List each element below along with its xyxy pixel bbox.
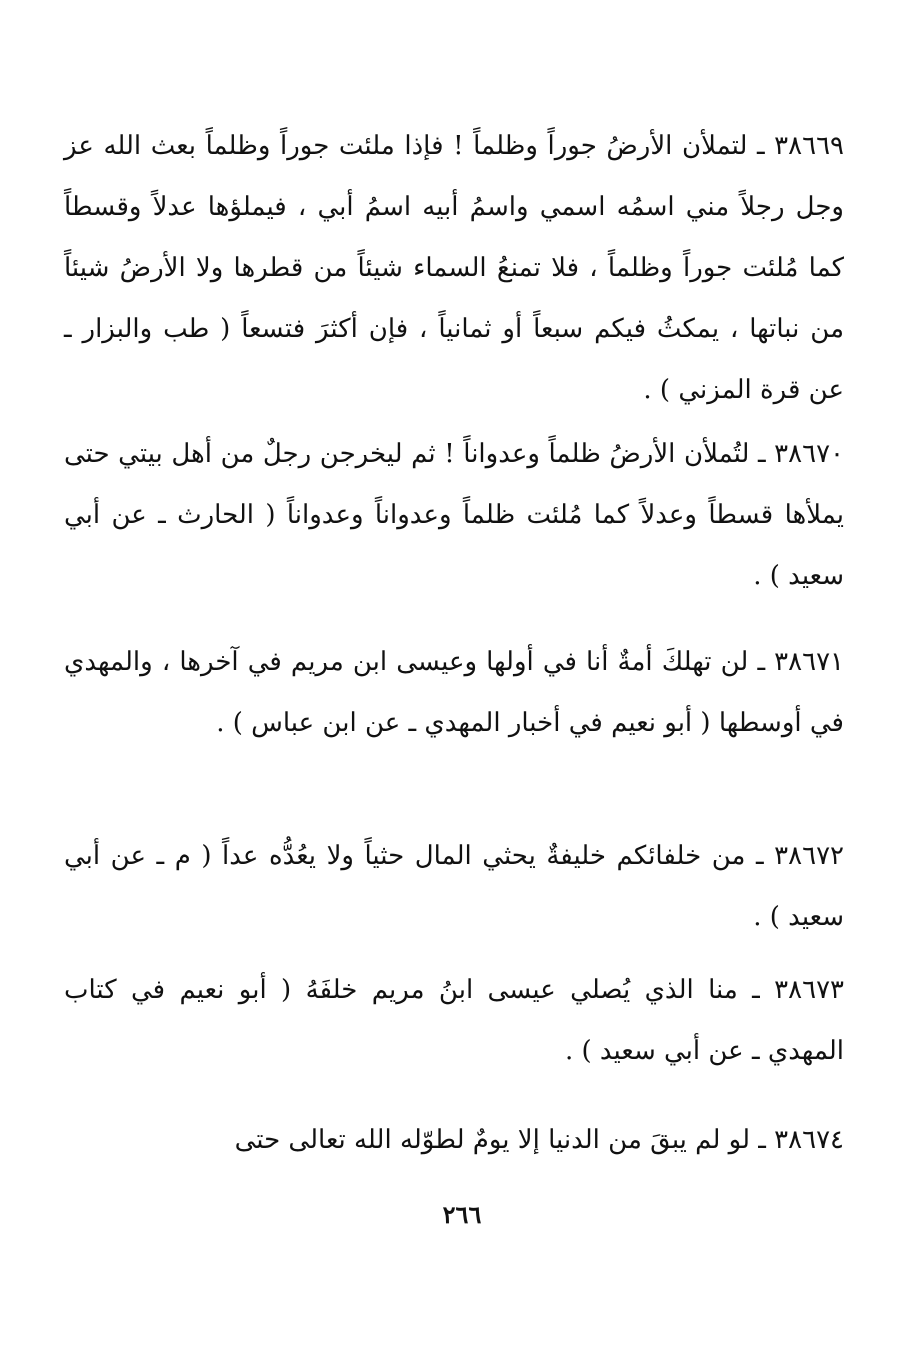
hadith-entry-38673: ٣٨٦٧٣ ـ منا الذي يُصلي عيسى ابنُ مريم خلفَهُ ( أبو نعيم في كتاب المهدي ـ عن أبي سعيد ) .: [64, 975, 844, 1066]
hadith-entry-38669: ٣٨٦٦٩ ـ لتملأن الأرضُ جوراً وظلماً ! فإذا ملئت جوراً وظلماً بعث الله عز وجل رجلاً مني اسمُه اسمي واسمُ أبيه اسمُ أبي ، فيملؤها عدلاً وقسطاً كما مُلئت جوراً وظلماً ، فلا تمنعُ السماء شيئاً من قطرها ولا الأرضُ شيئاً من نباتها ، يمكثُ فيكم سبعاً أو ثمانياً ، فإن أكثرَ فتسعاً ( طب والبزار ـ عن قرة المزني ) .: [64, 131, 844, 405]
hadith-entry-38670: ٣٨٦٧٠ ـ لتُملأن الأرضُ ظلماً وعدواناً ! ثم ليخرجن رجلٌ من أهل بيتي حتى يملأها قسطاً وعدلاً كما مُلئت ظلماً وعدواناً وعدواناً ( الحارث ـ عن أبي سعيد ) .: [64, 439, 844, 591]
hadith-entry-38672: ٣٨٦٧٢ ـ من خلفائكم خليفةٌ يحثي المال حثياً ولا يعُدُّه عداً ( م ـ عن أبي سعيد ) .: [64, 841, 844, 932]
page-number: ٢٦٦: [442, 1200, 482, 1229]
hadith-entry-38671: ٣٨٦٧١ ـ لن تهلكَ أمةٌ أنا في أولها وعيسى ابن مريم في آخرها ، والمهدي في أوسطها ( أبو نعيم في أخبار المهدي ـ عن ابن عباس ) .: [64, 647, 844, 738]
hadith-entry-38674: ٣٨٦٧٤ ـ لو لم يبقَ من الدنيا إلا يومٌ لطوّله الله تعالى حتى: [234, 1125, 844, 1155]
